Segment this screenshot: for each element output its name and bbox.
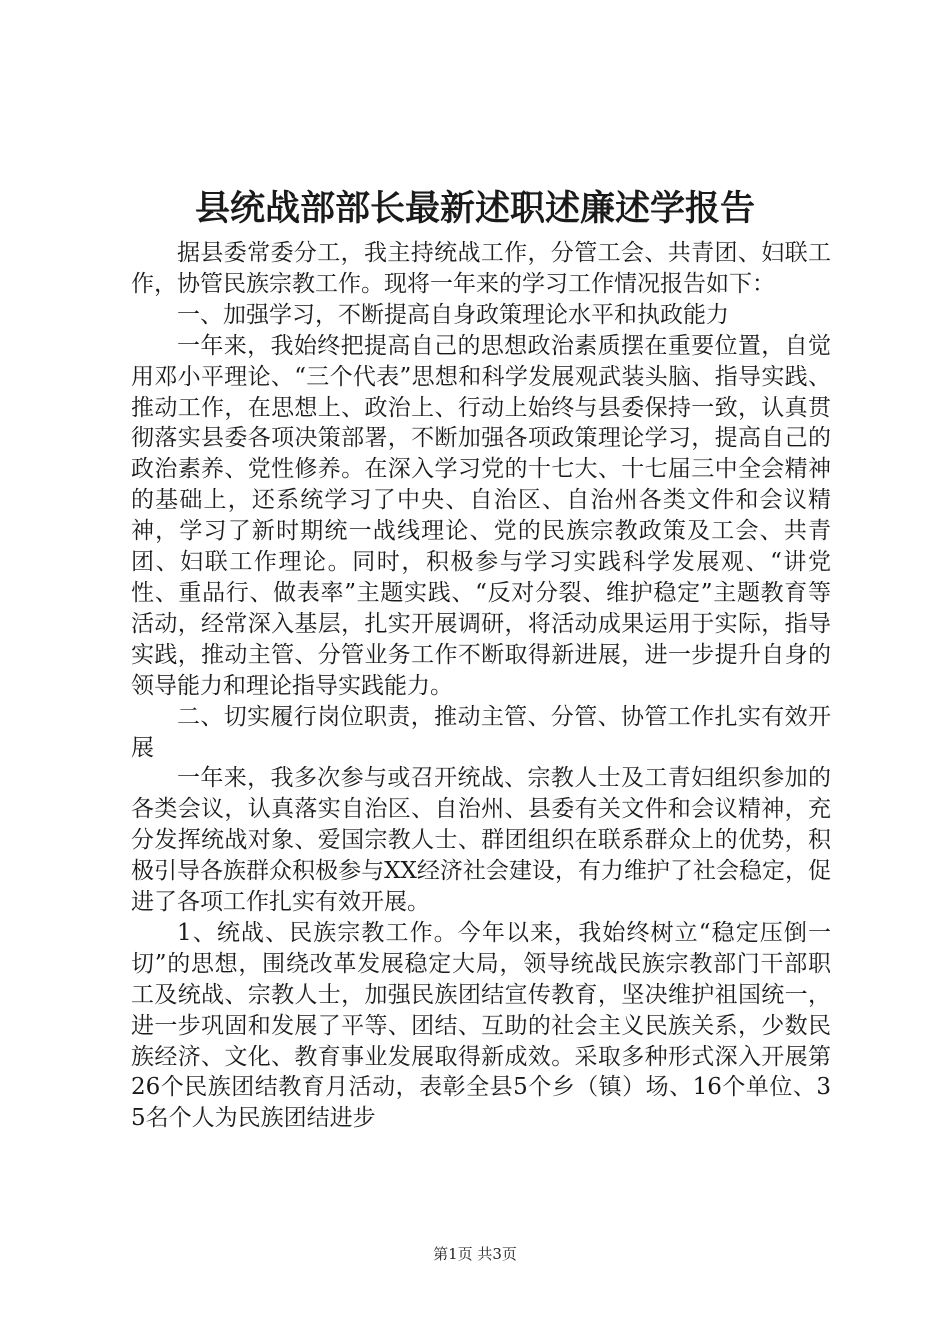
section-heading-2: 二、切实履行岗位职责，推动主管、分管、协管工作扎实有效开展	[131, 703, 831, 761]
paragraph-study: 一年来，我始终把提高自己的思想政治素质摆在重要位置，自觉用邓小平理论、“三个代表”思想和科学发展观武装头脑、指导实践、推动工作，在思想上、政治上、行动上始终与县委保持一致，认真贯彻落实县委各项决策部署，不断加强各项政策理论学习，提高自己的政治素养、党性修养。在深入学习党的十七大、十七届三中全会精神的基础上，还系统学习了中央、自治区、自治州各类文件和会议精神，学习了新时期统一战线理论、党的民族宗教政策及工会、共青团、妇联工作理论。同时，积极参与学习实践科学发展观、“讲党性、重品行、做表率”主题实践、“反对分裂、维护稳定”主题教育等活动，经常深入基层，扎实开展调研，将活动成果运用于实际，指导实践，推动主管、分管业务工作不断取得新进展，进一步提升自身的领导能力和理论指导实践能力。	[131, 332, 831, 699]
paragraph-duties: 一年来，我多次参与或召开统战、宗教人士及工青妇组织参加的各类会议，认真落实自治区、自治州、县委有关文件和会议精神，充分发挥统战对象、爱国宗教人士、群团组织在联系群众上的优势，积极引导各族群众积极参与XX经济社会建设，有力维护了社会稳定，促进了各项工作扎实有效开展。	[131, 765, 831, 916]
paragraph-intro: 据县委常委分工，我主持统战工作，分管工会、共青团、妇联工作，协管民族宗教工作。现将一年来的学习工作情况报告如下：	[131, 240, 831, 297]
document-title: 县统战部部长最新述职述廉述学报告	[194, 188, 755, 229]
section-heading-1: 一、加强学习，不断提高自身政策理论水平和执政能力	[177, 301, 729, 328]
page-number-footer: 第1页 共3页	[433, 1245, 517, 1263]
paragraph-united-front: 1、统战、民族宗教工作。今年以来，我始终树立“稳定压倒一切”的思想，围绕改革发展稳定大局，领导统战民族宗教部门干部职工及统战、宗教人士，加强民族团结宣传教育，坚决维护祖国统一，进一步巩固和发展了平等、团结、互助的社会主义民族关系，少数民族经济、文化、教育事业发展取得新成效。采取多种形式深入开展第26个民族团结教育月活动，表彰全县5个乡（镇）场、16个单位、35名个人为民族团结进步	[131, 919, 831, 1132]
document-body	[131, 238, 831, 1134]
